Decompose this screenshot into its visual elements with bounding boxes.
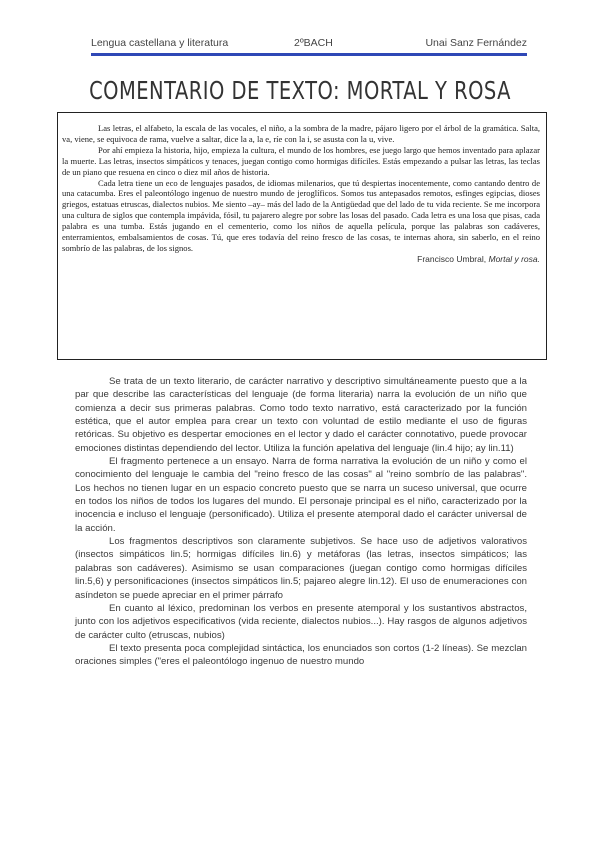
- header-subject: Lengua castellana y literatura: [91, 37, 229, 49]
- commentary-body: [75, 375, 527, 669]
- signature-work: Mortal y rosa.: [488, 253, 540, 264]
- quote-paragraph: Cada letra tiene un eco de lenguajes pasados, de idiomas milenarios, que tú despiertas inocentemente, como cantando dentro de una catacumba. Eres el paleontólogo ingenuo de nuestro mundo de jeroglíficos. Somos tus antepasados remotos, esfinges egipcias, dioses griegos, estatuas etruscas, dialectos nubios. Me siento –ay– más del lado de la Antigüedad que del lado de tu vida reciente. Se me incorpora una cultura de siglos que contempla impávida, fósil, tu pajarero alegre por sobre las losas del pasado. Cada letra es una losa que pisas, cada palabra es una tumba. Estás jugando en el cementerio, como los niños de aquella película, porque las palabras son cadáveres, enterramientos, embalsamientos de cosas. Tú, que eres todavía del reino fresco de las cosas, te internas ahora, sin saberlo, en el reino sombrío de las palabras, de los signos.: [62, 177, 540, 253]
- commentary-paragraph: En cuanto al léxico, predominan los verbos en presente atemporal y los sustantivos abstractos, junto con los adjetivos especificativos (vida reciente, dialectos nubios...). Hay rasgos de algunos adjetivos de carácter culto (etruscas, nubios): [75, 602, 527, 641]
- quote-paragraph: Por ahí empieza la historia, hijo, empieza la cultura, el mundo de los hombres, ese juego largo que hemos inventado para aplazar la muerte. Las letras, insectos simpáticos y tenaces, juegan contigo como hormigas difíciles. Estás empezando a pulsar las letras, las teclas de un piano que resuena en cinco o diez mil años de historia.: [62, 144, 540, 177]
- header-author: Unai Sanz Fernández: [425, 37, 527, 49]
- signature-author: Francisco Umbral,: [417, 253, 487, 264]
- commentary-paragraph: Se trata de un texto literario, de carácter narrativo y descriptivo simultáneamente puesto que a la par que describe las características del lenguaje (de forma literaria) narra la evolución de un niño que comienza a decir sus primeras palabras. Como todo texto narrativo, está caracterizado por la función estética, que el autor emplea para crear un texto con voluntad de estilo mediante el uso de figuras retóricas. Su objetivo es despertar emociones en el lector y dado el carácter connotativo, puede provocar emociones distintas dependiendo del lector. Utiliza la función apelativa del lenguaje (lin.4 hijo; ay lin.11): [75, 376, 527, 454]
- header-course: 2ºBACH: [294, 37, 333, 49]
- quoted-text-box: [57, 112, 547, 360]
- page-header: [91, 35, 527, 56]
- commentary-paragraph: El fragmento pertenece a un ensayo. Narra de forma narrativa la evolución de un niño y como el conocimiento del lenguaje le cambia del "reino fresco de las cosas" al "reino sombrío de las palabras". Los hechos no tienen lugar en un espacio concreto puesto que se narra un suceso universal, que ocurre en todos los niños de todos los lugares del mundo. El personaje principal es el niño, caracterizado por la inocencia e incluso el lenguaje (personificado). Utiliza el presente atemporal dado el carácter universal de la acción.: [75, 456, 527, 534]
- commentary-paragraph: El texto presenta poca complejidad sintáctica, los enunciados son cortos (1-2 líneas). Se mezclan oraciones simples ("eres el paleontólogo ingenuo de nuestro mundo: [75, 642, 527, 668]
- quote-paragraph: Las letras, el alfabeto, la escala de las vocales, el niño, a la sombra de la madre, pájaro ligero por el árbol de la gramática. Salta, va, viene, se equivoca de rama, vuelve a saltar, dice la a, la e, ríe con la i, se asusta con la u, vive.: [62, 123, 540, 144]
- document-title: COMENTARIO DE TEXTO: MORTAL Y ROSA: [89, 76, 511, 105]
- commentary-paragraph: Los fragmentos descriptivos son claramente subjetivos. Se hace uso de adjetivos valorativos (insectos simpáticos lin.5; hormigas difíciles lin.6) y metáforas (las letras, insectos simpáticos; las palabras son cadáveres). Asimismo se usan comparaciones (juegan contigo como hormigas difíciles lin.5,6) y personificaciones (insectos simpáticos lin.5; pajareo alegre lin.12). El uso de enumeraciones con asíndeton se puede apreciar en el primer párrafo: [75, 536, 527, 601]
- quote-signature: [62, 254, 540, 265]
